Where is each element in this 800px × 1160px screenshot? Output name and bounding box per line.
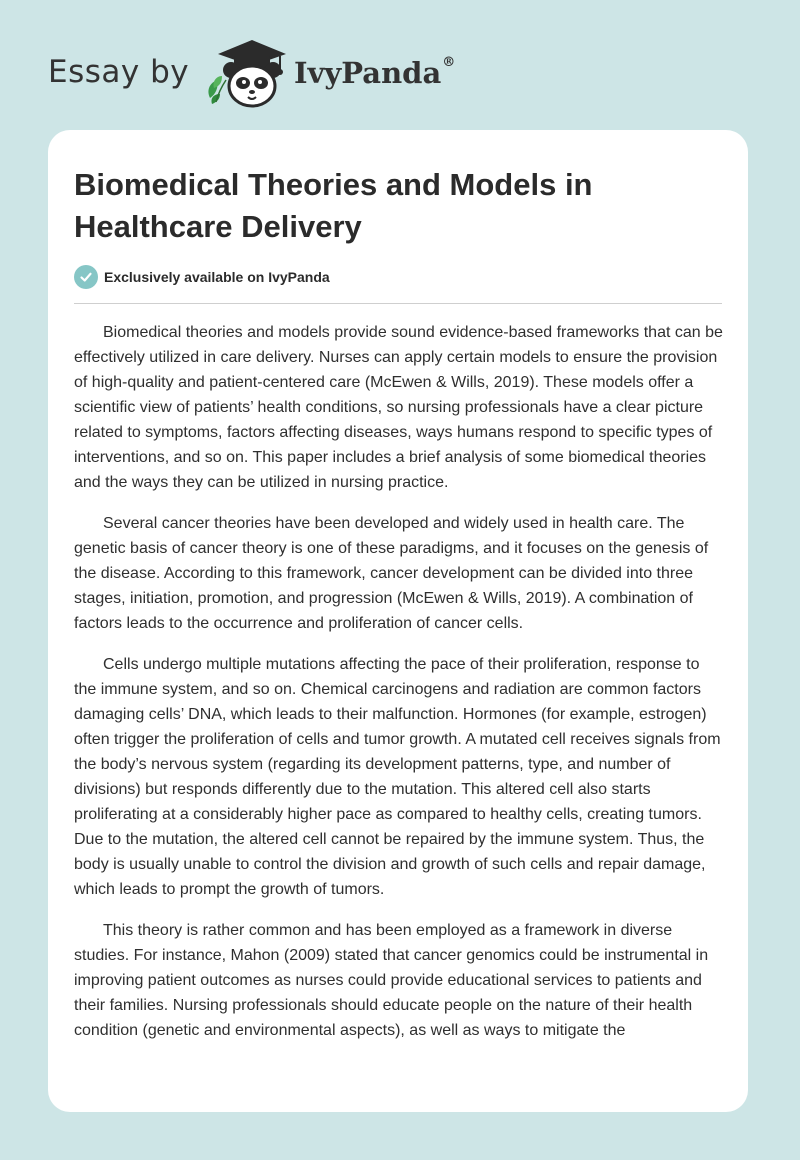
paragraph: Biomedical theories and models provide sound evidence-based frameworks that can be effectively utilized in care delivery. Nurses can apply certain models to ensure the provision of high-quality and patient-centered care (McEwen & Wills, 2019). These models offer a scientific view of patients’ health conditions, so nursing professionals have a clear picture related to symptoms, factors affecting diseases, ways humans respond to specific types of interventions, and so on. This paper includes a brief analysis of some biomedical theories and the ways they can be utilized in nursing practice.	[74, 324, 723, 491]
site-header	[48, 36, 508, 108]
page-title: Biomedical Theories and Models in Healthcare Delivery	[74, 167, 593, 244]
exclusive-badge	[74, 264, 330, 290]
divider	[74, 303, 722, 304]
check-icon	[74, 265, 98, 289]
brand-text: IvyPanda	[294, 56, 442, 90]
paragraph: Cells undergo multiple mutations affecting the pace of their proliferation, response to the immune system, and so on. Chemical carcinogens and radiation are common factors damaging cells’ DNA, which leads to their malfunction. Hormones (for example, estrogen) often trigger the proliferation of cells and tumor growth. A mutated cell receives signals from the body’s nervous system (regarding its development patterns, type, and number of divisions) but responds differently due to the mutation. This altered cell also starts proliferating at a considerably higher pace as compared to healthy cells, creating tumors. Due to the mutation, the altered cell cannot be repaired by the immune system. Thus, the body is usually unable to control the division and growth of such cells and repair damage, which leads to prompt the growth of tumors.	[74, 656, 721, 898]
paragraph: Several cancer theories have been developed and widely used in health care. The genetic basis of cancer theory is one of these paradigms, and it focuses on the genesis of the disease. According to this framework, cancer development can be divided into three stages, initiation, promotion, and progression (McEwen & Wills, 2019). A combination of factors leads to the occurrence and proliferation of cancer cells.	[74, 515, 709, 632]
article-body	[74, 320, 724, 1059]
essay-by-label: Essay by	[48, 54, 190, 90]
panda-logo-icon[interactable]	[200, 36, 288, 108]
registered-mark: ®	[442, 55, 456, 71]
exclusive-badge-text: Exclusively available on IvyPanda	[104, 269, 330, 285]
paragraph: This theory is rather common and has been employed as a framework in diverse studies. For instance, Mahon (2009) stated that cancer genomics could be instrumental in improving patient outcomes as nurses could provide educational services to patients and their families. Nursing professionals should educate people on the nature of their health condition (genetic and environmental aspects), as well as ways to mitigate the	[74, 922, 709, 1039]
article-card	[48, 130, 748, 1112]
brand-name[interactable]	[294, 56, 455, 90]
